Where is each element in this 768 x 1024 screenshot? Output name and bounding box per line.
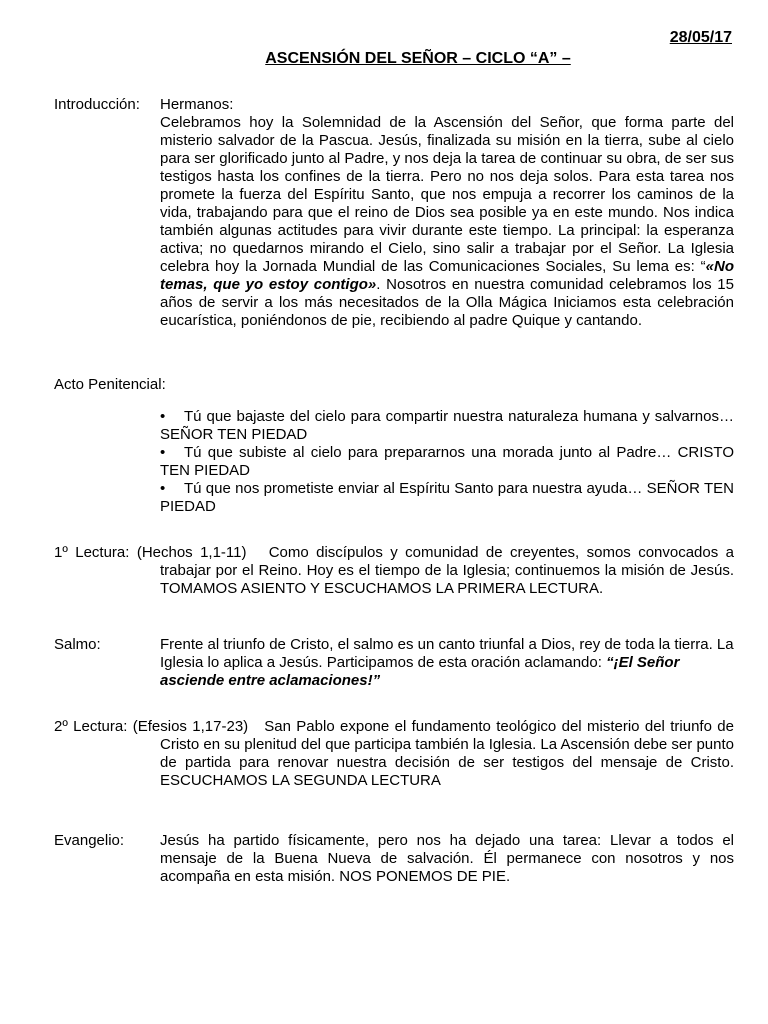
acto-penitencial-item	[160, 480, 734, 516]
bullet-icon: •	[160, 444, 166, 461]
evangelio-label: Evangelio:	[54, 832, 125, 849]
acto-penitencial-section	[54, 376, 734, 516]
bullet-icon: •	[160, 480, 166, 497]
document-title: ASCENSIÓN DEL SEÑOR – CICLO “A” –	[265, 50, 571, 67]
acto-penitencial-item-text: Tú que nos prometiste enviar al Espíritu Santo para nuestra ayuda… SEÑOR TEN PIEDAD	[160, 480, 734, 515]
acto-penitencial-body	[160, 408, 734, 516]
salmo-body	[160, 636, 734, 690]
introduccion-section	[54, 96, 734, 348]
introduccion-text-part1: Celebramos hoy la Solemnidad de la Ascensión del Señor, que forma parte del misterio salvador de la Pascua. Jesús, finalizada su misión en la tierra, sube al cielo para ser glorificado junto al Padre, y nos deja la tarea de continuar su obra, de ser sus testigos hasta los confines de la tierra. Pero no nos deja solos. Para esta tarea nos promete la fuerza del Espíritu Santo, que nos empuja a recorrer los caminos de la vida, trabajando para que el reino de Dios sea posible ya en este mundo. Nos indica también algunas actitudes para vivir durante este tiempo. La principal: la esperanza activa; no quedarnos mirando el Cielo, sino salir a trabajar por el Señor. La Iglesia celebra hoy la Jornada Mundial de las Comunicaciones Sociales, Su lema es: “	[160, 114, 734, 275]
bullet-icon: •	[160, 408, 166, 425]
salmo-section	[54, 636, 734, 696]
segunda-lectura-paragraph	[54, 718, 734, 790]
acto-penitencial-label: Acto Penitencial:	[54, 376, 166, 393]
primera-lectura-label: 1º Lectura: (Hechos 1,1-11)	[54, 544, 247, 561]
segunda-lectura-section	[54, 718, 734, 790]
introduccion-greeting: Hermanos:	[160, 96, 234, 113]
document-date: 28/05/17	[669, 29, 732, 46]
acto-penitencial-list	[160, 408, 734, 516]
introduccion-label: Introducción:	[54, 96, 140, 113]
introduccion-text-part2: . Nosotros en nuestra comunidad celebramos los 15 años de servir a los más necesitados de la Olla Mágica Iniciamos esta celebración eucarística, poniéndonos de pie, recibiendo al padre Quique y cantando.	[160, 276, 734, 329]
evangelio-text: Jesús ha partido físicamente, pero nos ha dejado una tarea: Llevar a todos el mensaje de la Buena Nueva de salvación. Él permanece con nosotros y nos acompaña en esta misión. NOS PONEMOS DE PIE.	[160, 832, 734, 885]
primera-lectura-section	[54, 544, 734, 598]
introduccion-quote: «No temas, que yo estoy contigo»	[160, 258, 734, 293]
salmo-acclamation: “¡El Señor asciende entre aclamaciones!”	[160, 654, 680, 689]
acto-penitencial-item-text: Tú que bajaste del cielo para compartir nuestra naturaleza humana y salvarnos… SEÑOR TEN PIEDAD	[160, 408, 734, 443]
acto-penitencial-item	[160, 444, 734, 480]
acto-penitencial-item	[160, 408, 734, 444]
primera-lectura-text: Como discípulos y comunidad de creyentes, somos convocados a trabajar por el Reino. Hoy es el tiempo de la Iglesia; continuemos la misión de Jesús. TOMAMOS ASIENTO Y ESCUCHAMOS LA PRIMERA LECTURA.	[160, 544, 734, 597]
salmo-label: Salmo:	[54, 636, 101, 653]
acto-penitencial-item-text: Tú que subiste al cielo para prepararnos una morada junto al Padre… CRISTO TEN PIEDAD	[160, 444, 734, 479]
introduccion-body	[160, 96, 734, 330]
evangelio-section	[54, 832, 734, 892]
salmo-text-block	[160, 636, 734, 690]
segunda-lectura-label: 2º Lectura: (Efesios 1,17-23)	[54, 718, 249, 735]
segunda-lectura-text: San Pablo expone el fundamento teológico del misterio del triunfo de Cristo en su plenitud del que participa también la Iglesia. La Ascensión debe ser punto de partida para renovar nuestra decisión de ser testigos del mensaje de Cristo. ESCUCHAMOS LA SEGUNDA LECTURA	[160, 718, 734, 789]
introduccion-text	[160, 114, 734, 330]
salmo-text: Frente al triunfo de Cristo, el salmo es un canto triunfal a Dios, rey de toda la tierra. La Iglesia lo aplica a Jesús. Participamos de esta oración aclamando:	[160, 636, 734, 671]
primera-lectura-paragraph	[54, 544, 734, 598]
